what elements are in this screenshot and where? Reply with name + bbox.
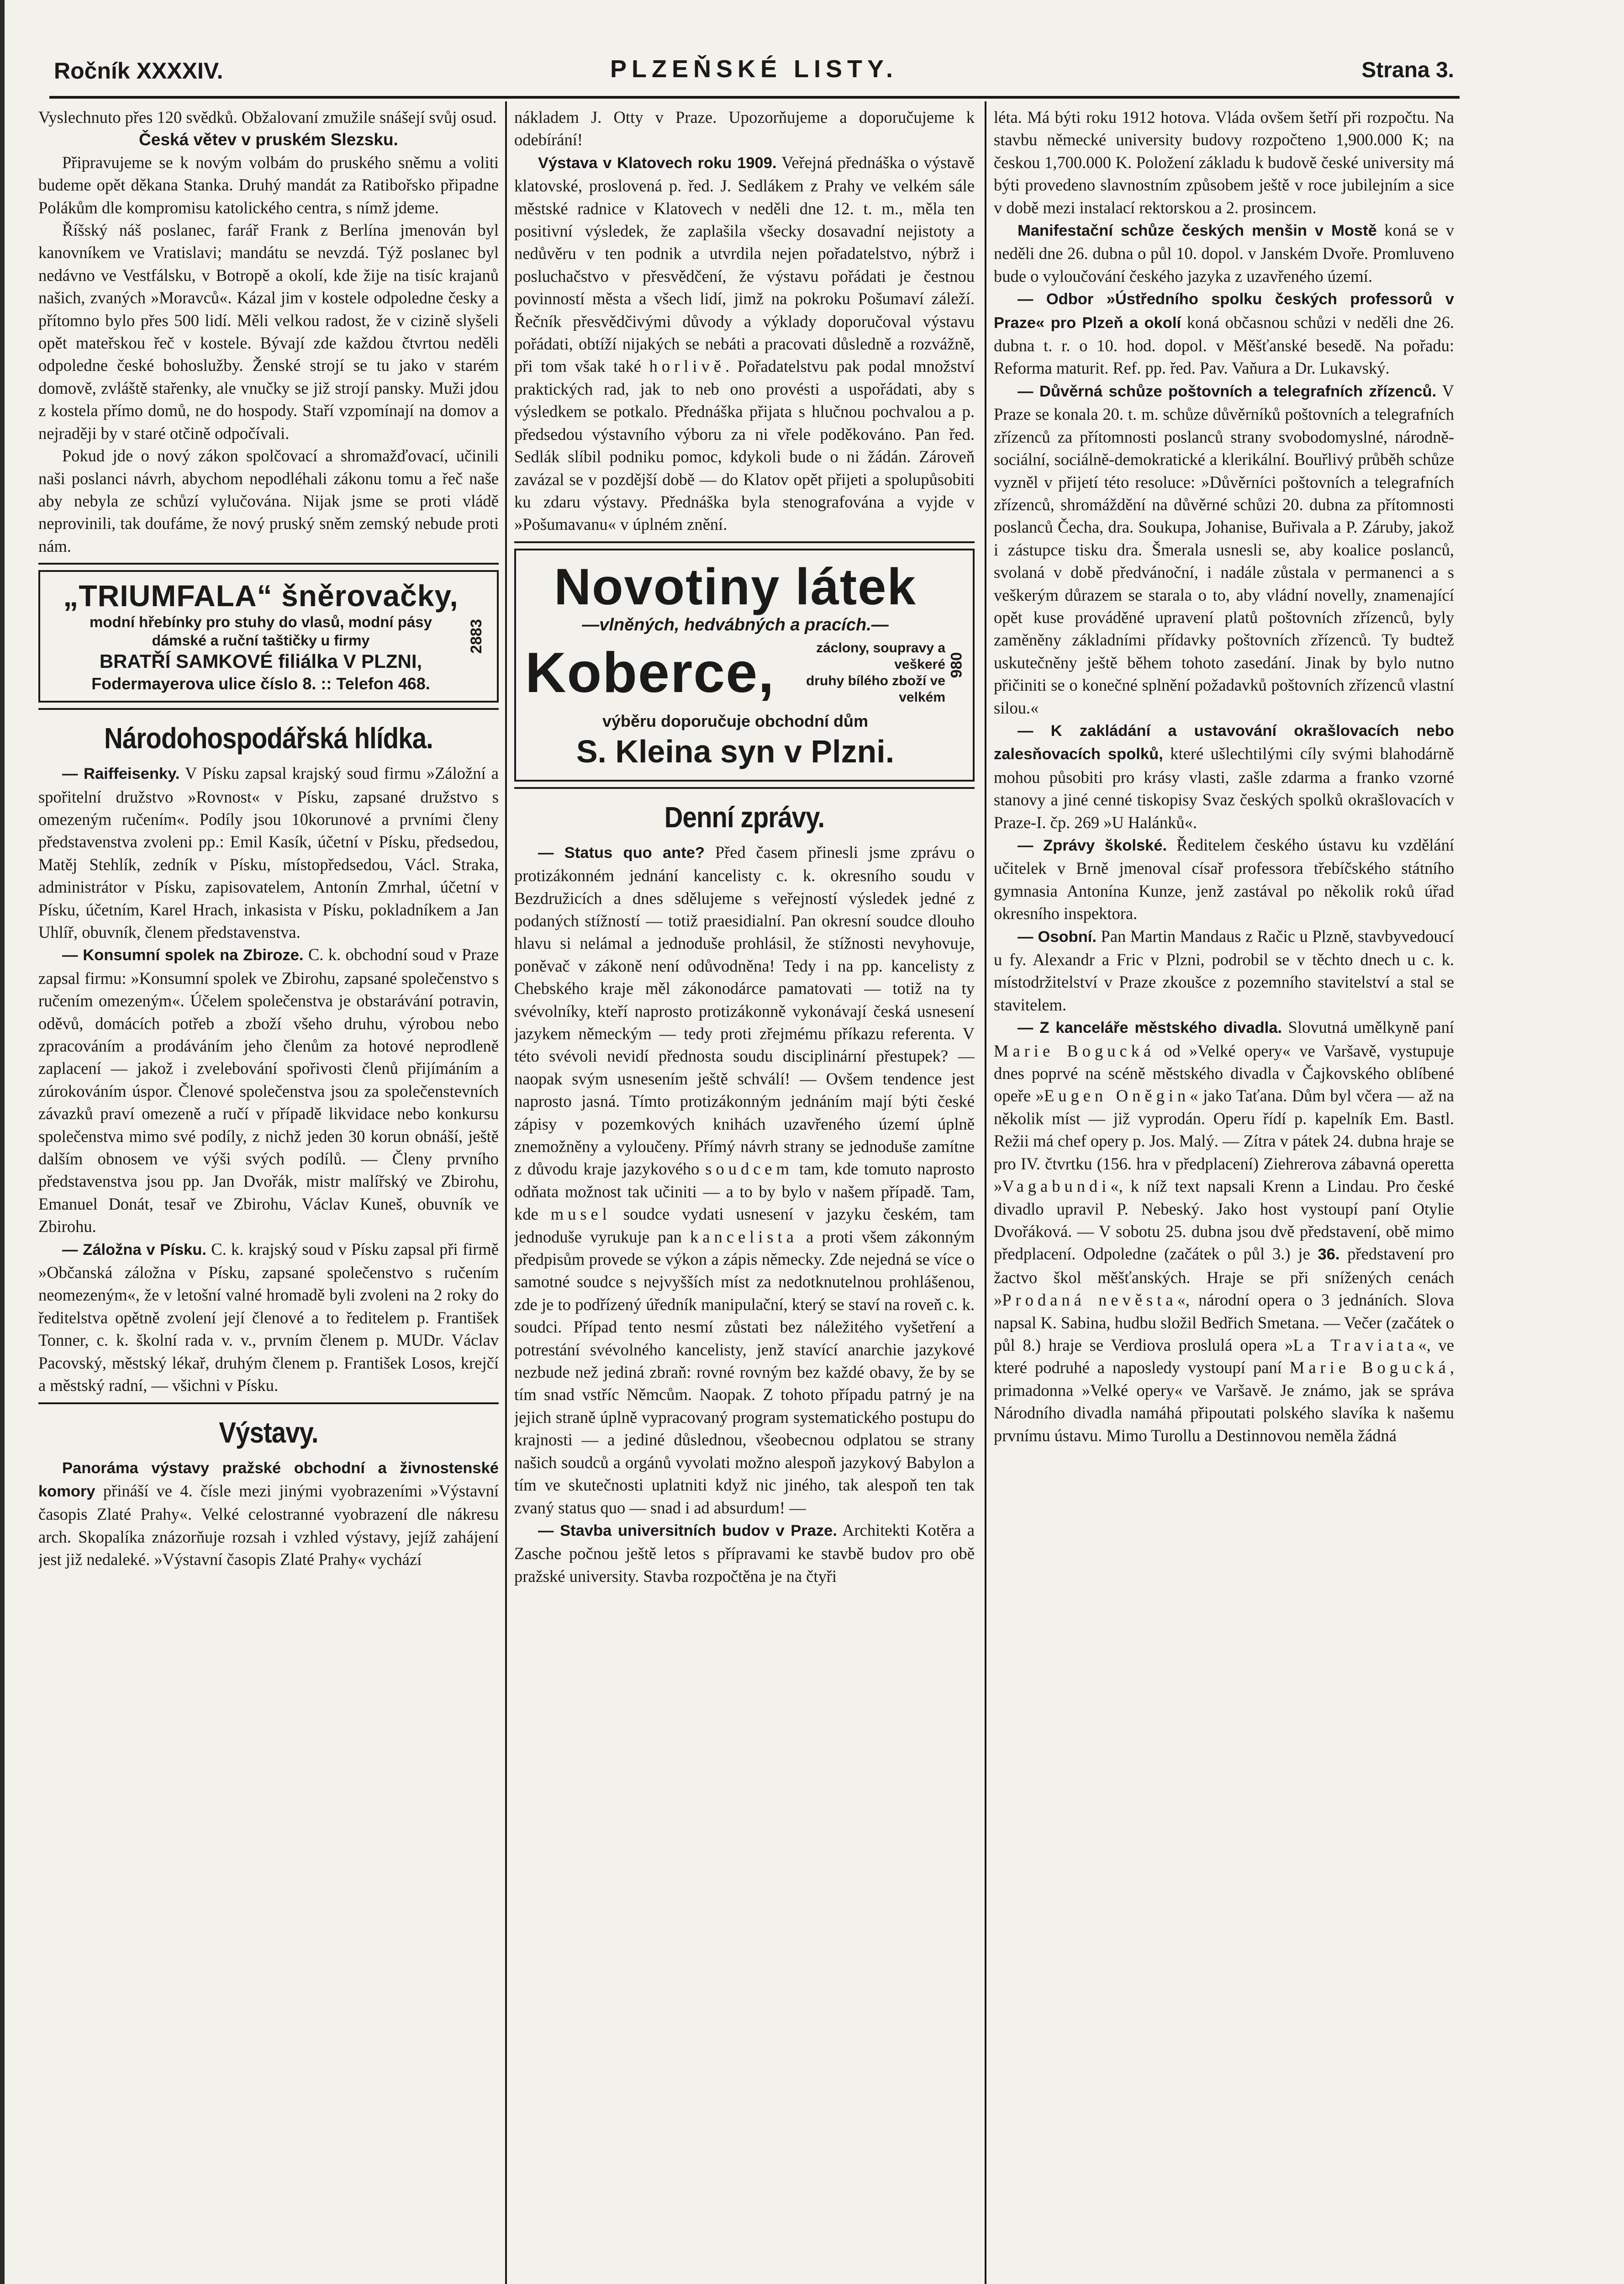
ad-headline: Novotiny látek xyxy=(554,558,917,615)
article-body: , primadonna »Velké opery« ve Varšavě. Je známo, jak se správa Národního divadla namáhá připoutati polského slavíka k našemu prvnímu ústavu. Mimo Turollu a Destinnovou neměla žádná xyxy=(994,1358,1454,1445)
scan-edge xyxy=(0,0,5,2284)
column-rule-2 xyxy=(985,101,986,2284)
article-text xyxy=(514,1519,975,1587)
ad-headline: „TRIUMFALA“ šněrovačky, xyxy=(63,579,459,613)
page-header xyxy=(54,54,1454,93)
ad-small-line: záclony, soupravy a veškeré xyxy=(816,640,945,672)
divider xyxy=(38,708,499,710)
article-text: Říšský náš poslanec, farář Frank z Berlína jmenován byl kanovníkem ve Vratislavi; mandátu se nevzdá. Týž poslanec byl nedávno ve Vestfálsku, v Botropě a okolí, kde žije na tisíc krajanů našich, zvaných »Moravců«. Kázal jim v kostele odpoledne česky a přítomno bylo přes 500 lidí. Měli velkou radost, že v cizině slyšeli opět mateřskou řeč v kostele. Bývají zde každou čtvrtou neděli odpoledne české bohoslužby. Ženské strojí se tu jako v starém domově, zvláště stařenky, ale vnučky se již strojí pansky. Muži jdou z kostela přímo domů, ne do hospody. Staří vzpomínají na domov a nejraději by v staré otčině odpočívali. xyxy=(38,221,499,443)
article-lead: Panoráma výstavy pražské obchodní a živnostenské komory xyxy=(38,1459,499,1500)
article-lead: — K zakládání a ustavování okrašlovacích nebo zalesňovacích spolků, xyxy=(994,722,1454,763)
article-body: Architekti Kotěra a Zasche počnou ještě letos s přípravami ke stavbě budov pro obě pražské university. Stavba rozpočtěna je na čtyři xyxy=(514,1520,975,1586)
ad-firm: BRATŘÍ SAMKOVÉ filiálka V PLZNI, xyxy=(99,650,422,672)
ad-subhead: —vlněných, hedvábných a pracích.— xyxy=(582,615,889,634)
article-body: koná se v neděli dne 26. dubna o půl 10. dopol. v Janském Dvoře. Promluveno bude o vyloučování českého jazyka z uzavřeného území. xyxy=(994,221,1454,286)
column-rule-1 xyxy=(505,101,507,2284)
article-text: Připravujeme se k novým volbám do pruského sněmu a voliti budeme opět děkana Stanka. Druhý mandát za Ratibořsko připadne Polákům dle kompromisu katolického centra, s nímž jdeme. xyxy=(38,153,499,217)
article-body: představení pro žactvo škol měšťanských. Hraje se při snížených cenách » xyxy=(994,1244,1454,1310)
ad-code: 980 xyxy=(948,652,965,678)
spaced-word: horlivě xyxy=(649,357,725,376)
advertisement-triumfala xyxy=(38,570,499,703)
article-text xyxy=(514,151,975,536)
newspaper-title: PLZEŇSKÉ LISTY. xyxy=(610,55,898,83)
article-lead: — Stavba universitních budov v Praze. xyxy=(538,1522,837,1539)
ad-text: výběru doporučuje obchodní dům xyxy=(602,711,868,730)
article-body: soudce vydati usnesení v jazyku českém, tam jednoduše vyrukuje pan xyxy=(514,1205,975,1246)
page-number: Strana 3. xyxy=(1361,58,1454,82)
column-1 xyxy=(38,106,499,2284)
volume-label: Ročník XXXXIV. xyxy=(54,58,223,84)
article-lead: — Status quo ante? xyxy=(538,844,705,862)
article-body: C. k. obchodní soud v Praze zapsal firmu: »Konsumní spolek ve Zbirohu, zapsané společenstvo s ručením omezeným«. Účelem společenstva je obstarávání potravin, oděvů, domácích potřeb a zboží všeho druhu, výrobou nebo zpracováním a prodáváním jeho členům za hotové neprodleně zaplacení — jakož i zvelebování spořivosti členů přijímáním a zúrokováním úspor. Členové společenstva jsou za společenstevních závazků praví omezeně a ručí v případě likvidace nebo konkursu společenstva mimo své podíly, z nichž jeden 30 korun obnáší, ještě dalším obnosem ve výši svých podílů. — Členy prvního představenstva jsou pp. Jan Dvořák, mistr malířský ve Zbirohu, Emanuel Donát, tesař ve Zbirohu, Václav Kuneš, obuvník ve Zbirohu. xyxy=(38,945,499,1236)
article-body: V Písku zapsal krajský soud firmu »Záložní a spořitelní družstvo »Rovnost« v Písku, zapsané družstvo s omezeným ručením«. Podíly jsou 10korunové a prvními členy představenstva zvoleni pp.: Emil Kasík, účetní v Písku, předsedou, Matěj Stehlík, zedník v Písku, místopředsedou, Václ. Straka, administrátor v Písku, zapisovatelem, Antonín Zmrhal, účetní v Písku, účetním, Karel Hrach, inkasista v Písku, pokladníkem a Jan Uhlíř, obuvník, členem představenstva. xyxy=(38,764,499,941)
ad-address: Fodermayerova ulice číslo 8. :: Telefon 468. xyxy=(91,674,430,693)
article-text xyxy=(994,219,1454,287)
ad-small-line: druhy bílého zboží ve velkém xyxy=(806,673,945,705)
header-rule xyxy=(49,96,1460,99)
section-title: Národohospodářská hlídka. xyxy=(104,722,433,755)
article-text xyxy=(994,834,1454,925)
divider xyxy=(514,541,975,543)
ad-text: modní hřebínky pro stuhy do vlasů, modní pásy xyxy=(90,613,432,631)
article-text xyxy=(38,1238,499,1397)
article-text xyxy=(38,1456,499,1571)
article-text: Pokud jde o nový zákon spolčovací a shromažďovací, učinili naši poslanci návrh, abychom nepodléhali zákonu tomu a řeč naše aby nebyla ze schůzí vylučována. Nijak jsme se proti vládě neprovinili, tak doufáme, že nový pruský sněm zemský nebude proti nám. xyxy=(38,446,499,555)
article-text xyxy=(994,287,1454,380)
article-body: Ředitelem českého ústavu ku vzdělání učitelek v Brně jmenoval císař professora třebíčského státního gymnasia Antonína Kunze, jenž zastával po několik roků úřad okresního inspektora. xyxy=(994,835,1454,923)
article-text: Vyslechnuto přes 120 svědků. Obžalovaní zmužile snášejí svůj osud. xyxy=(38,108,497,127)
article-body: « jako Taťana. Dům byl včera — až na několik míst — již vyprodán. Operu řídí p. kapelník Em. Bastl. Režii má chef opery p. Jos. Malý. — Zítra v pátek 24. dubna hraje se pro IV. čtvrtku (156. hra v předplacení) Ziehrerova zábavná operetta » xyxy=(994,1086,1454,1196)
advertisement-kleina xyxy=(514,549,975,782)
article-lead: — Záložna v Písku. xyxy=(62,1241,206,1258)
article-body: «, národní opera o 3 jednáních. Slova napsal K. Sabina, hudbu složil Bedřich Smetana. — Večer (začátek o půl 8.) hraje se Verdiova proslulá opera » xyxy=(994,1290,1454,1354)
article-body: V Praze se konala 20. t. m. schůze důvěrníků poštovních a telegrafních zřízenců za přítomnosti poslanců strany svobodomyslné, národně-sociální, sociálně-demokratické a klerikální. Bouřlivý průběh schůze vyzněl v přijetí této resoluce: »Důvěrníci poštovních a telegrafních zřízenců, shromáždění na důvěrné schůzi 20. dubna za přítomnosti poslanců Čecha, dra. Soukupa, Johanise, Buřivala a P. Záruby, jakož i zástupce tisku dra. Šmerala usnesli se, aby koalice poslanců, svolaná v době předvánoční, i nadále zůstala v permanenci a s veškerým důrazem se starala o to, aby vládní novelly, znamenající opět kuse prováděné upravení platů poštovních zřízenců, byly zaměněny základními přídavky poštovních zřízenců. Ty budtež uskutečněny ještě během tohoto zasedání. Jinak by bylo nutno přičiniti se o konečné splnění požadavků poštovních zřízenců vlastní silou.« xyxy=(994,381,1454,717)
column-2 xyxy=(514,106,975,2284)
article-body: tam, kde tomuto naprosto odňata možnost tak učiniti — a to by bylo v našem případě. Tam, kde xyxy=(514,1159,975,1224)
article-body: «, k níž text napsali Krenn a Lindau. Pro české divadlo upravil P. Nebeský. Jako host vystoupí paní Otylie Dvořáková. — V sobotu 25. dubna jsou dvě představení, obě mimo předplacení. Odpoledne (začátek o půl 3.) je xyxy=(994,1177,1454,1264)
divider xyxy=(38,563,499,565)
spaced-word: soudcem xyxy=(705,1159,793,1179)
article-lead: — Osobní. xyxy=(1018,928,1097,946)
divider xyxy=(514,787,975,789)
article-body: které ušlechtilými cíly svými blahodárně mohou působiti pro krásy vlasti, zašle zdarma a franko vzorné stanovy a jiné cenné tiskopisy Svaz českých spolků okrašlovacích v Praze-I. čp. 269 »U Halánků«. xyxy=(994,744,1454,832)
article-body: koná občasnou schůzi v neděli dne 26. dubna t. r. o 10. hod. dopol. v Měšťanské besedě. Na pořadu: Reforma maturit. Ref. pp. řed. Pav. Vaňura a Dr. Lukavský. xyxy=(994,312,1454,378)
spaced-word: Marie Bogucká xyxy=(1289,1358,1450,1377)
spaced-word: Prodaná nevěsta xyxy=(1002,1290,1177,1310)
ad-row xyxy=(525,640,945,706)
article-text xyxy=(38,762,499,943)
article-text xyxy=(38,943,499,1237)
article-lead: — Odbor »Ústředního spolku českých professorů v Praze« pro Plzeň a okolí xyxy=(994,291,1454,332)
article-lead: — Konsumní spolek na Zbiroze. xyxy=(62,946,304,964)
section-title: Denní zprávy. xyxy=(664,800,825,834)
ad-code: 2883 xyxy=(468,619,485,654)
spaced-word: Marie Bogucká xyxy=(994,1041,1155,1060)
ad-text: dámské a ruční taštičky u firmy xyxy=(152,632,370,649)
article-lead: — Zprávy školské. xyxy=(1018,837,1167,854)
article-body: . Pořadatelstvu pak podal množství praktických rad, jak to neb ono provésti a uspořádati, aby s výsledkem se potkalo. Přednáška přijata s hlučnou pochvalou a p. předsedou výstavního výboru za ni vřele poděkováno. Pan řed. Sedlák slíbil podniku pomoc, kdykoli bude o ni žádán. Zároveň zavázal se v pozdější době — do Klatov opět přijeti a spolupůsobiti ku zdaru výstavy. Přednáška byla stenografována a vyjde v »Pošumavanu« v úplném znění. xyxy=(514,357,975,534)
article-body: přináší ve 4. čísle mezi jinými vyobrazeními »Výstavní časopis Zlaté Prahy«. Velké celostranné vyobrazení dle nákresu arch. Skopalíka znázorňuje rozsah i vzhled výstavy, jejíž zahájení jest již nedaleké. »Výstavní časopis Zlaté Prahy« vychází xyxy=(38,1481,499,1569)
article-lead: Manifestační schůze českých menšin v Mostě xyxy=(1018,222,1377,240)
article-lead: Výstava v Klatovech roku 1909. xyxy=(538,154,777,172)
article-text xyxy=(994,925,1454,1016)
article-lead: — Z kanceláře městského divadla. xyxy=(1018,1019,1282,1037)
spaced-word: Vagabundi xyxy=(1002,1177,1111,1196)
article-body: C. k. krajský soud v Písku zapsal při firmě »Občanská záložna v Písku, zapsané společenstvo s ručením neomezeným«, že v letošní valné hromadě byli zvoleni na 2 roky do ředitelstva opětně zvolení její členové a to ředitelem p. František Tonner, c. k. školní rada v. v., prvním členem p. MUDr. Václav Pacovský, městský lékař, druhým členem p. František Losos, krejčí a městský radní, — všichni v Písku. xyxy=(38,1239,499,1395)
ad-firm: S. Kleina syn v Plzni. xyxy=(576,733,895,769)
article-text: léta. Má býti roku 1912 hotova. Vláda ovšem šetří při rozpočtu. Na stavbu německé university budovy rozpočteno 1,900.000 K; na českou 1,700.000 K. Položení základu k budově české university má býti provedeno slavnostním způsobem ještě v roce jubilejním a sice v době mezi instalací rektorskou a 2. prosincem. xyxy=(994,108,1454,217)
column-3 xyxy=(994,106,1454,2284)
article-body: a proti všem zákonným předpisům provede se výkon a zápis německy. Zde nejedná se více o samotné soudce s nejvyšších míst za nedotknutelnou prohlášenou, zde je to podřízený úředník manipulační, který se staví na roveň c. k. soudci. Případ tento nesmí zůstati bez náležitého vyšetření a potrestání svévolného kancelisty, jenž stavící anarchie jazykové nezbude než jediná zbraň: rovné rovným bez každé obavy, že by se tím snad vstříc Němcům. Naopak. Z tohoto případu patrný je na jejich straně úplně vypracovaný program systematického postupu do krajnosti — a jediné důslednou, všeobecnou odplatou se strany našich soudců a orgánů vyvolati možno alespoň jazykový Babylon a tím ve skutečnosti uplatniti když nic jiného, tak alespoň ten tak zvaný status quo — snad i ad absurdum! — xyxy=(514,1227,975,1517)
spaced-word: kancelista xyxy=(690,1227,798,1246)
article-body: Veřejná přednáška o výstavě klatovské, proslovená p. řed. J. Sedlákem z Prahy ve velkém sále městské radnice v Klatovech v neděli dne 12. t. m., měla ten positivní výsledek, že zaplašila všecky dosavadní nejistoty a nedůvěru v ten podnik a utvrdila nejen pořadatelstvo, nýbrž i posluchačstvo v přesvědčení, že výstavu pořádati je čestnou povinností města a všech lidí, jimž na pokroku Pošumaví záleží. Řečník přesvědčivými důvody a výklady doporučoval výstavu pořádati, obtíží nijakých se nebáti a pracovati důsledně a rozvážně, při tom však také xyxy=(514,153,975,376)
spaced-word: musel xyxy=(550,1205,611,1224)
article-lead: — Důvěrná schůze poštovních a telegrafních zřízenců. xyxy=(1018,382,1437,400)
section-title: Výstavy. xyxy=(219,1416,318,1449)
emphasis-number: 36. xyxy=(1318,1246,1340,1264)
article-body: od »Velké opery« ve Varšavě, vystupuje dnes poprvé na scéně městského divadla v Čajkovského oblíbené opeře » xyxy=(994,1041,1454,1105)
article-text xyxy=(994,719,1454,834)
article-body: Před časem přinesli jsme zprávu o protizákonném jednání kancelisty c. k. okresního soudu v Bezdružicích a dnes sdělujeme s veřejností výsledek jedné z podaných stížností — totiž praesidialní. Pan okresní soudce dlouho hlavu si nelámal a jednoduše prohlásil, že stížnosti nevyhovuje, poněvač v zákoně není odůvodněna! Tedy i na pp. kancelisty z Chebského kraje měl zákonodárce pamatovati — totiž na ty svévolníky, kteří naprosto protizákonně vykonávají česká usnesení jazykem německým — tedy proti zřejmému příkazu referenta. V této svévoli nevidí přednosta soudu disciplinární přestupek? — naopak svým usnesením ještě schválí! — Ovšem tendence jest naprosto jasná. Tímto protizákonným jednáním mají býti české zápisy v pozemkových knihách uzavřeného území úplně znemožněny a vyloučeny. Přímý návrh strany se jednoduše zamítne z důvodu kraje jazykového xyxy=(514,842,975,1179)
divider xyxy=(38,1402,499,1404)
ad-small-text xyxy=(783,640,945,706)
spaced-word: Eugen Oněgin xyxy=(1044,1086,1190,1105)
article-lead: — Raiffeisenky. xyxy=(62,765,180,783)
article-body: Pan Martin Mandaus z Račic u Plzně, stavbyvedoucí u fy. Alexandr a Fric v Plzni, podrobil se v těchto dnech u c. k. místodržitelství v Praze zkoušce z pozemního stavitelství a stal se stavitelem. xyxy=(994,926,1454,1014)
article-text xyxy=(994,1016,1454,1447)
article-text xyxy=(994,380,1454,719)
article-text: nákladem J. Otty v Praze. Upozorňujeme a doporučujeme k odebírání! xyxy=(514,108,975,149)
article-text xyxy=(514,841,975,1519)
section-heading: Česká větev v pruském Slezsku. xyxy=(139,130,398,149)
article-body: Slovutná umělkyně paní xyxy=(1282,1018,1454,1037)
article-body: «, ve které podruhé a naposledy vystoupí paní xyxy=(994,1335,1454,1377)
spaced-word: La Traviata xyxy=(1293,1335,1418,1354)
ad-big-word: Koberce, xyxy=(525,641,775,704)
